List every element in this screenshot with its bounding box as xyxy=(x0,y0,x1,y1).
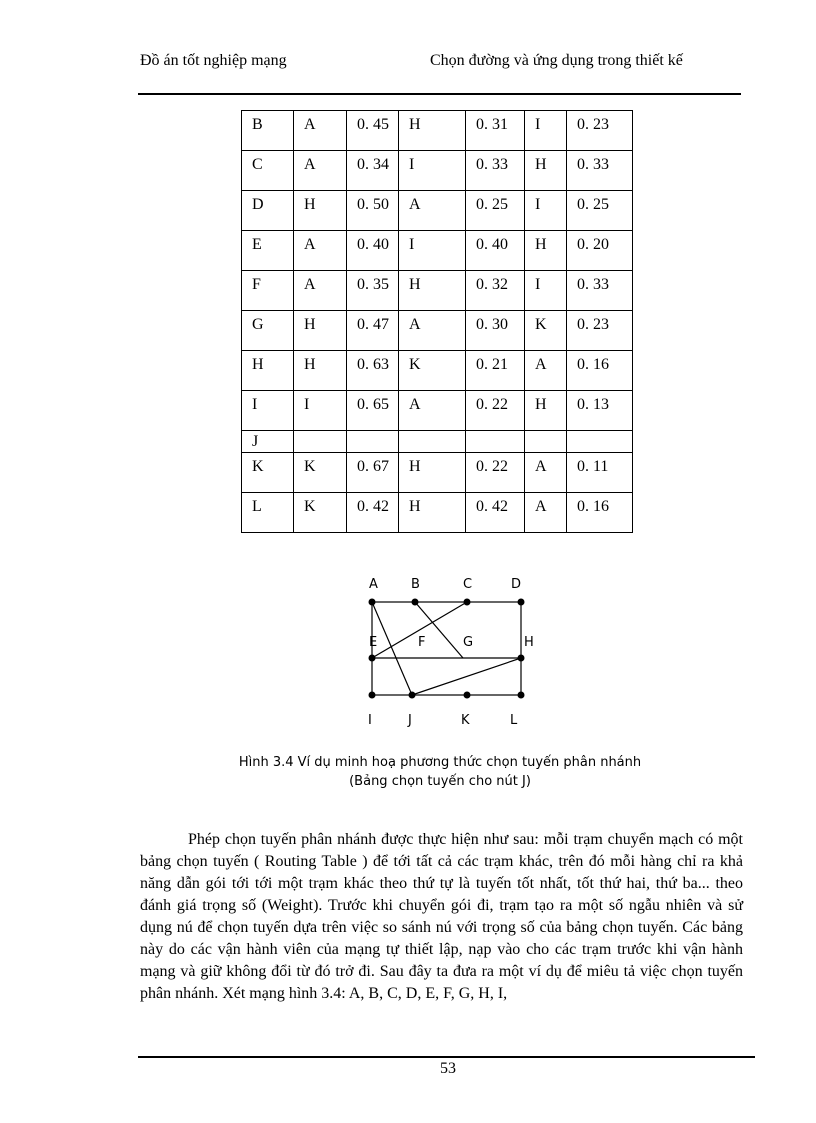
table-cell: 0. 34 xyxy=(347,151,399,191)
table-cell: A xyxy=(294,111,347,151)
table-cell: C xyxy=(242,151,294,191)
label-k: K xyxy=(461,713,470,728)
table-cell: 0. 22 xyxy=(466,391,525,431)
link-j-h xyxy=(412,658,521,695)
table-cell: A xyxy=(525,493,567,533)
table-cell: K xyxy=(294,493,347,533)
table-cell: 0. 22 xyxy=(466,453,525,493)
table-cell: 0. 42 xyxy=(466,493,525,533)
table-cell: 0. 21 xyxy=(466,351,525,391)
label-h: H xyxy=(524,635,534,650)
node-j xyxy=(409,692,416,699)
table-cell: K xyxy=(525,311,567,351)
label-c: C xyxy=(463,577,473,592)
label-l: L xyxy=(510,713,518,728)
node-a xyxy=(369,599,376,606)
table-row xyxy=(242,453,633,493)
table-cell: 0. 35 xyxy=(347,271,399,311)
table-cell: E xyxy=(242,231,294,271)
table-cell: 0. 31 xyxy=(466,111,525,151)
table-cell: I xyxy=(525,111,567,151)
table-cell: I xyxy=(294,391,347,431)
label-b: B xyxy=(411,577,420,592)
table-cell: 0. 32 xyxy=(466,271,525,311)
table-row xyxy=(242,311,633,351)
table-cell xyxy=(567,431,633,453)
table-cell: F xyxy=(242,271,294,311)
footer-divider xyxy=(138,1056,755,1058)
table-row xyxy=(242,111,633,151)
table-cell: 0. 25 xyxy=(567,191,633,231)
node-h xyxy=(518,655,525,662)
table-cell: 0. 42 xyxy=(347,493,399,533)
table-row xyxy=(242,493,633,533)
table-row xyxy=(242,271,633,311)
header-right-title: Chọn đường và ứng dụng trong thiết kế xyxy=(430,52,683,69)
table-cell: 0. 40 xyxy=(347,231,399,271)
table-cell: I xyxy=(399,151,466,191)
table-cell: A xyxy=(294,231,347,271)
table-cell: 0. 20 xyxy=(567,231,633,271)
table-cell: 0. 40 xyxy=(466,231,525,271)
network-border xyxy=(372,602,521,695)
table-cell: A xyxy=(294,271,347,311)
figure-subcaption: (Bảng chọn tuyến cho nút J) xyxy=(349,774,531,789)
header-left-title: Đồ án tốt nghiệp mạng xyxy=(140,52,287,69)
node-l xyxy=(518,692,525,699)
node-e xyxy=(369,655,376,662)
label-i: I xyxy=(368,713,372,728)
routing-table xyxy=(241,110,633,533)
table-cell: L xyxy=(242,493,294,533)
table-cell: H xyxy=(399,493,466,533)
table-cell: A xyxy=(525,453,567,493)
node-d xyxy=(518,599,525,606)
table-cell: H xyxy=(294,351,347,391)
table-cell xyxy=(399,431,466,453)
table-cell: H xyxy=(525,391,567,431)
table-cell: 0. 25 xyxy=(466,191,525,231)
table-cell: D xyxy=(242,191,294,231)
table-cell xyxy=(466,431,525,453)
table-cell xyxy=(525,431,567,453)
node-i xyxy=(369,692,376,699)
label-j: J xyxy=(408,713,412,728)
table-cell: A xyxy=(399,391,466,431)
table-cell: H xyxy=(294,311,347,351)
table-cell: A xyxy=(399,311,466,351)
table-row xyxy=(242,231,633,271)
table-cell: H xyxy=(294,191,347,231)
table-cell: 0. 23 xyxy=(567,111,633,151)
table-cell: A xyxy=(294,151,347,191)
table-cell: J xyxy=(242,431,294,453)
table-row xyxy=(242,351,633,391)
label-e: E xyxy=(369,635,378,650)
table-row xyxy=(242,391,633,431)
table-row xyxy=(242,191,633,231)
table-cell: 0. 67 xyxy=(347,453,399,493)
table-cell xyxy=(347,431,399,453)
link-a-j xyxy=(372,602,412,695)
node-k xyxy=(464,692,471,699)
label-g: G xyxy=(463,635,474,650)
table-cell: 0. 30 xyxy=(466,311,525,351)
table-cell: A xyxy=(399,191,466,231)
table-cell: I xyxy=(525,271,567,311)
table-cell: H xyxy=(399,453,466,493)
table-cell: H xyxy=(242,351,294,391)
table-cell: 0. 63 xyxy=(347,351,399,391)
table-cell: 0. 16 xyxy=(567,351,633,391)
table-cell: 0. 65 xyxy=(347,391,399,431)
table-cell: 0. 50 xyxy=(347,191,399,231)
label-d: D xyxy=(511,577,522,592)
table-cell: 0. 23 xyxy=(567,311,633,351)
node-b xyxy=(412,599,419,606)
table-cell: I xyxy=(525,191,567,231)
table-row xyxy=(242,431,633,453)
table-cell: I xyxy=(399,231,466,271)
table-cell: H xyxy=(525,151,567,191)
page-number: 53 xyxy=(440,1060,456,1077)
table-cell: G xyxy=(242,311,294,351)
table-cell: 0. 33 xyxy=(567,151,633,191)
label-f: F xyxy=(418,635,426,650)
table-cell: H xyxy=(399,111,466,151)
table-cell: K xyxy=(294,453,347,493)
table-cell: B xyxy=(242,111,294,151)
table-cell: A xyxy=(525,351,567,391)
table-cell xyxy=(294,431,347,453)
table-cell: 0. 13 xyxy=(567,391,633,431)
table-cell: I xyxy=(242,391,294,431)
table-row xyxy=(242,151,633,191)
table-cell: H xyxy=(399,271,466,311)
table-cell: 0. 45 xyxy=(347,111,399,151)
table-cell: 0. 11 xyxy=(567,453,633,493)
table-cell: H xyxy=(525,231,567,271)
table-cell: 0. 47 xyxy=(347,311,399,351)
figure-caption: Hình 3.4 Ví dụ minh hoạ phương thức chọn tuyến phân nhánh xyxy=(238,755,642,770)
label-a: A xyxy=(369,577,378,592)
table-cell: K xyxy=(399,351,466,391)
node-c xyxy=(464,599,471,606)
body-paragraph: Phép chọn tuyến phân nhánh được thực hiện như sau: mỗi trạm chuyển mạch có một bảng chọn tuyến ( Routing Table ) để tới tất cả các trạm khác, trên đó mỗi hàng chỉ ra khả năng dẫn gói tới tới một trạm khác theo thứ tự là tuyến tốt nhất, tốt thứ hai, thứ ba... theo đánh giá trọng số (Weight). Trước khi chuyển gói đi, trạm tạo ra một số ngẫu nhiên và sử dụng nú để chọn tuyến dựa trên việc so sánh nú với trọng số của bảng chọn tuyến. Các bảng này do các vận hành viên của mạng tự thiết lập, nạp vào cho các trạm trước khi vận hành mạng và giữ không đổi từ đó trở đi. Sau đây ta đưa ra một ví dụ để miêu tả việc chọn tuyến phân nhánh. Xét mạng hình 3.4: A, B, C, D, E, F, G, H, I, xyxy=(140,831,743,1002)
table-cell: 0. 33 xyxy=(466,151,525,191)
header-divider xyxy=(138,93,741,95)
table-cell: K xyxy=(242,453,294,493)
body-text xyxy=(140,829,743,1005)
table-cell: 0. 33 xyxy=(567,271,633,311)
table-cell: 0. 16 xyxy=(567,493,633,533)
network-diagram xyxy=(355,574,535,734)
